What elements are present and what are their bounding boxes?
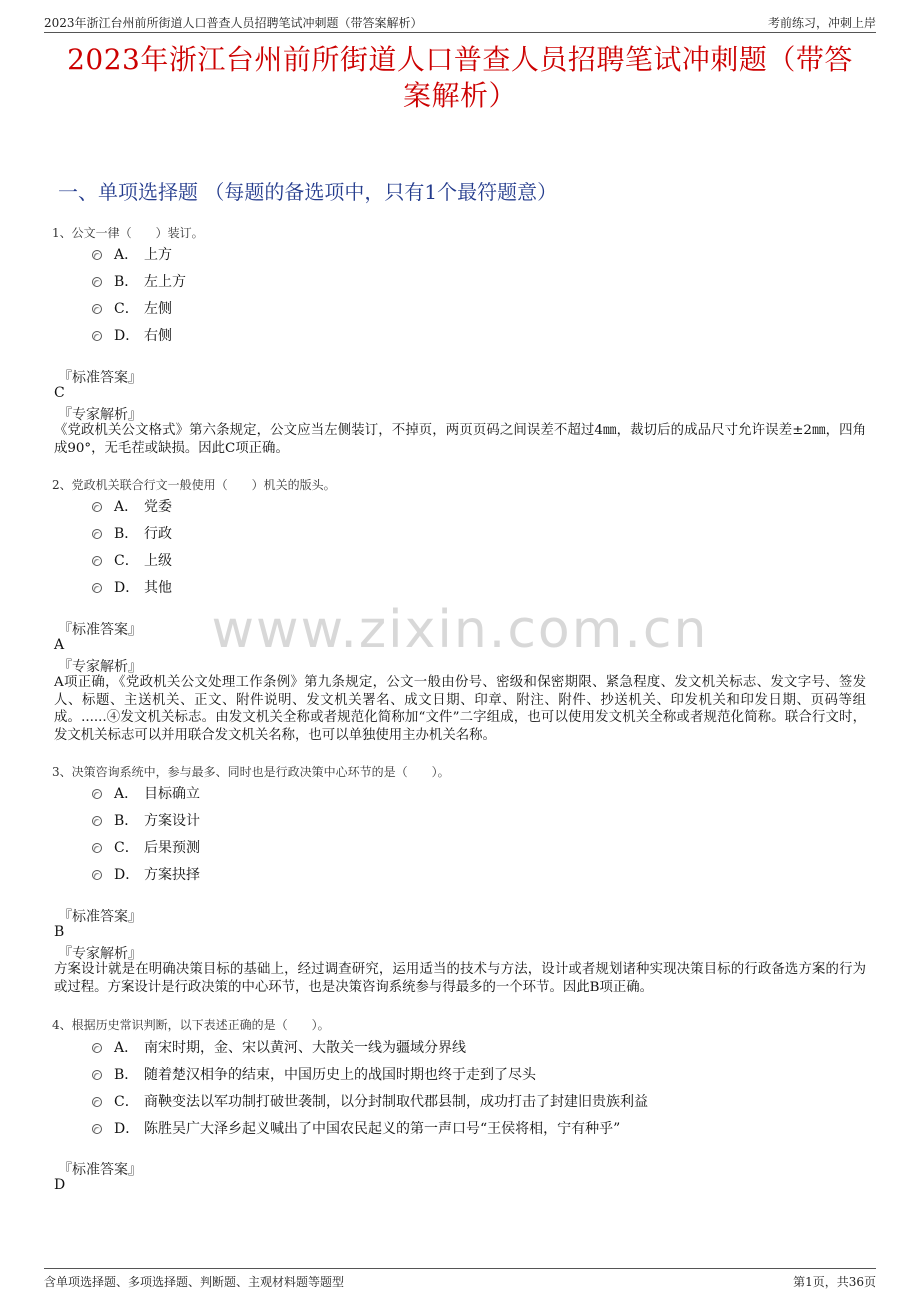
answer-value: D — [54, 1177, 66, 1193]
question-stem: 2、党政机关联合行文一般使用（ ）机关的版头。 — [52, 478, 336, 492]
radio-icon[interactable] — [92, 583, 102, 593]
answer-value: C — [54, 385, 65, 401]
analysis-text: 《党政机关公文格式》第六条规定，公文应当左侧装订，不掉页，两页页码之间误差不超过4㎜，裁切后的成品尺寸允许误差±2㎜，四角成90°，无毛茬或缺损。因此C项正确。 — [54, 423, 866, 456]
analysis-label: 『专家解析』 — [58, 659, 142, 675]
page-number: 第1页，共36页 — [793, 1275, 876, 1289]
watermark: www.zixin.com.cn — [211, 600, 709, 660]
question-stem: 1、公文一律（ ）装订。 — [52, 226, 204, 240]
document-title — [40, 42, 880, 114]
radio-icon[interactable] — [92, 529, 102, 539]
radio-icon[interactable] — [92, 1070, 102, 1080]
page-header — [44, 10, 876, 33]
radio-icon[interactable] — [92, 816, 102, 826]
analysis-label: 『专家解析』 — [58, 946, 142, 962]
question-stem: 4、根据历史常识判断，以下表述正确的是（ ）。 — [52, 1018, 330, 1032]
analysis-text: A项正确，《党政机关公文处理工作条例》第九条规定，公文一般由份号、密级和保密期限、紧急程度、发文机关标志、发文字号、签发人、标题、主送机关、正文、附件说明、发文机关署名、成文日期、印章、附注、附件、抄送机关、印发机关和印发日期、页码等组成。......④发文机关标志。由发文机关全称或者规范化简称加“文件”二字组成，也可以使用发文机关全称或者规范化简称。联合行文时，发文机关标志可以并用联合发文机关名称，也可以单独使用主办机关名称。 — [54, 675, 866, 743]
radio-icon[interactable] — [92, 1124, 102, 1134]
answer-label: 『标准答案』 — [58, 909, 142, 925]
radio-icon[interactable] — [92, 277, 102, 287]
answer-value: B — [54, 924, 65, 940]
radio-icon[interactable] — [92, 304, 102, 314]
radio-icon[interactable] — [92, 843, 102, 853]
answer-label: 『标准答案』 — [58, 370, 142, 386]
question-stem: 3、决策咨询系统中，参与最多、同时也是行政决策中心环节的是（ ）。 — [52, 765, 450, 779]
answer-label: 『标准答案』 — [58, 622, 142, 638]
header-doc-title: 2023年浙江台州前所街道人口普查人员招聘笔试冲刺题（带答案解析） — [44, 16, 423, 30]
radio-icon[interactable] — [92, 331, 102, 341]
answer-value: A — [54, 637, 65, 653]
radio-icon[interactable] — [92, 250, 102, 260]
analysis-text: 方案设计就是在明确决策目标的基础上，经过调查研究，运用适当的技术与方法，设计或者规划诸种实现决策目标的行政备选方案的行为或过程。方案设计是行政决策的中心环节，也是决策咨询系统参与得最多的一个环节。因此B项正确。 — [54, 962, 866, 995]
title-line-2: 案解析） — [402, 79, 517, 112]
radio-icon[interactable] — [92, 870, 102, 880]
title-line-1: 2023年浙江台州前所街道人口普查人员招聘笔试冲刺题（带答 — [67, 43, 853, 76]
answer-label: 『标准答案』 — [58, 1162, 142, 1178]
radio-icon[interactable] — [92, 789, 102, 799]
header-slogan: 考前练习，冲刺上岸 — [767, 16, 876, 30]
section-heading: 一、单项选择题 （每题的备选项中，只有1个最符题意） — [58, 180, 558, 204]
radio-icon[interactable] — [92, 502, 102, 512]
radio-icon[interactable] — [92, 1097, 102, 1107]
analysis-label: 『专家解析』 — [58, 407, 142, 423]
radio-icon[interactable] — [92, 1043, 102, 1053]
radio-icon[interactable] — [92, 556, 102, 566]
page-footer — [44, 1268, 876, 1291]
footer-question-types: 含单项选择题、多项选择题、判断题、主观材料题等题型 — [44, 1275, 345, 1289]
